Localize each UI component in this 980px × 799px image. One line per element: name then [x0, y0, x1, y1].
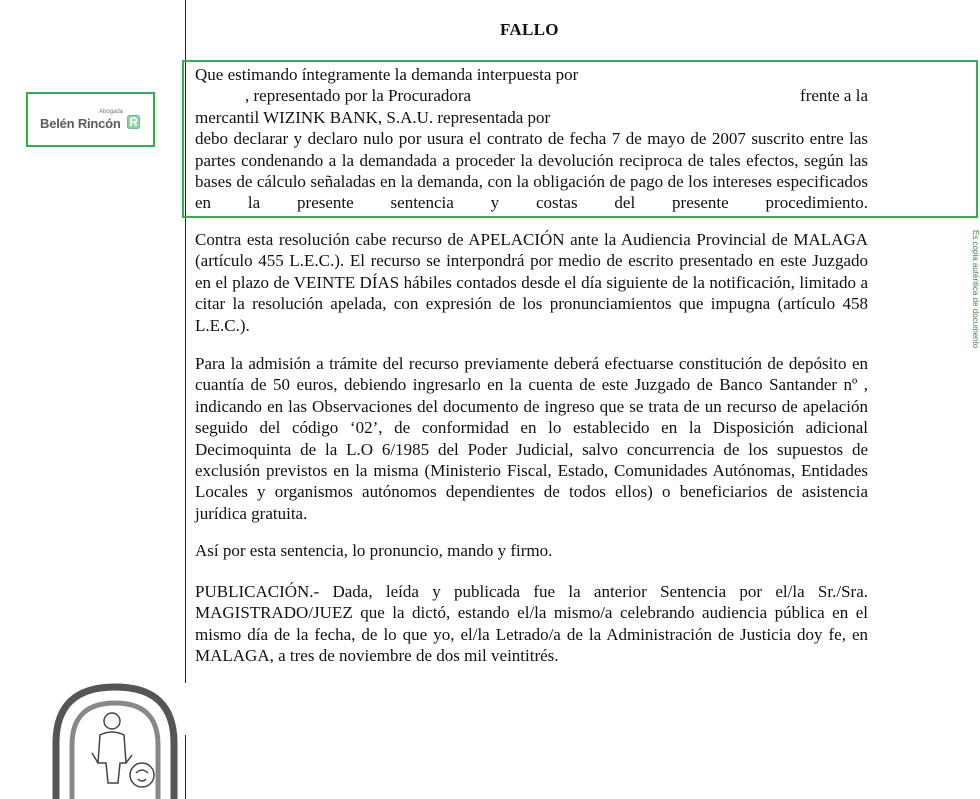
fallo-line-2: , representado por la Procuradora frente a la [245, 86, 868, 106]
deposito-paragraph: Para la admisión a trámite del recurso previamente deberá efectuarse constitución de depósito en cuantía de 50 euros, debiendo ingresarlo en la cuenta de este Juzgado de Banco Santander nº , indicando en las Observaciones del documento de ingreso que se trata de un recurso de apelación seguido del código ‘02’, de conformidad en lo establecido en la Disposición adicional Decimoquinta de la L.O 6/1985 del Poder Judicial, salvo concurrencia de los supuestos de exclusión previstos en la misma (Ministerio Fiscal, Estado, Comunidades Autónomas, Entidades Locales y organismos autónomos dependientes de todos ellos) o beneficiarios de asistencia jurídica gratuita. [195, 354, 868, 523]
logo-subtitle: Abogada [99, 109, 124, 115]
fallo-line-1: Que estimando íntegramente la demanda interpuesta por [195, 65, 579, 84]
publicacion-paragraph: PUBLICACIÓN.- Dada, leída y publicada fue la anterior Sentencia por el/la Sr./Sra. MAGISTRADO/JUEZ que la dictó, estando el/la mismo/a celebrando audiencia pública en el mismo día de la fecha, de lo que yo, el/la Letrado/a de la Administración de Justicia doy fe, en MALAGA, a tres de noviembre de dos mil veintitrés. [195, 582, 868, 666]
side-verification-text [972, 230, 980, 360]
side-verification-label: Es copia auténtica de documento [971, 230, 980, 349]
logo-name: Belén Rincón [40, 116, 121, 131]
fallo-line-rest: debo declarar y declaro nulo por usura el contrato de fecha 7 de mayo de 2007 suscrito entre las partes condenando a la demandada a proceder la devolución reciproca de tales efectos, según las bases de cálculo señaladas en la demanda, con la obligación de pago de los intereses especificados en la presente sentencia y costas del presente procedimiento. [195, 129, 868, 213]
logo-belen-rincon [26, 92, 155, 147]
fallo-line-3: mercantil WIZINK BANK, S.A.U. representada por [195, 107, 551, 127]
page-title: FALLO [500, 20, 559, 39]
logo-mark-icon [127, 115, 140, 129]
fallo-paragraph [195, 64, 868, 214]
recurso-paragraph: Contra esta resolución cabe recurso de APELACIÓN ante la Audiencia Provincial de MALAGA (artículo 455 L.E.C.). El recurso se interpondrá por medio de escrito presentado en este Juzgado en el plazo de VEINTE DÍAS hábiles contados desde el día siguiente de la notificación, limitado a citar la resolución apelada, con expresión de los pronunciamientos que impugna (artículo 458 L.E.C.). [195, 230, 868, 335]
firma-paragraph: Así por esta sentencia, lo pronuncio, mando y firmo. [195, 541, 553, 560]
junta-andalucia-emblem-icon [50, 683, 180, 799]
margin-line-lower [185, 735, 186, 799]
